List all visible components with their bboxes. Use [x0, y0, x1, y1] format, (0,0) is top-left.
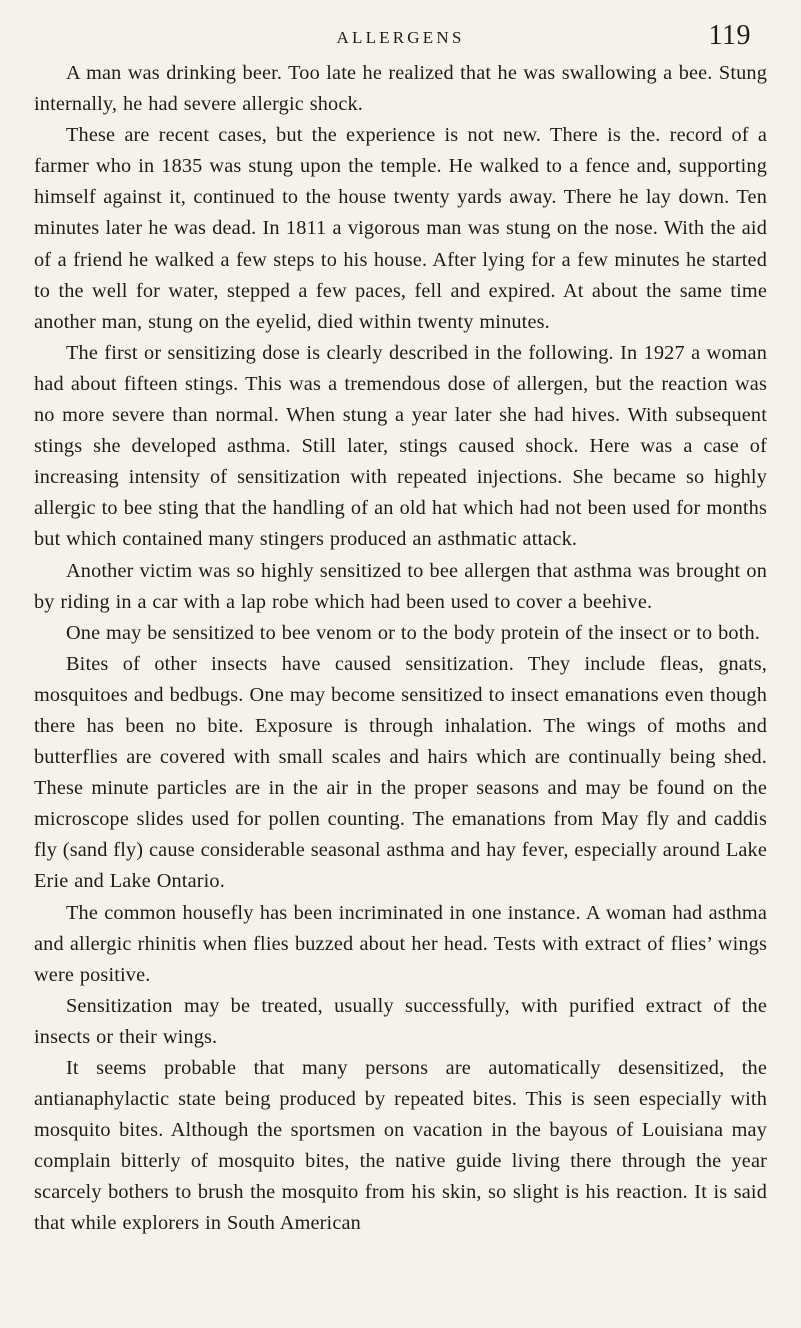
paragraph: Bites of other insects have caused sensitization. They include fleas, gnats, mosquitoes and bedbugs. One may become sensitized to insect emanations even though there has been no bite. Exposure is through inhalation. The wings of moths and butterflies are covered with small scales and hairs which are continually being shed. These minute particles are in the air in the proper seasons and may be found on the microscope slides used for pollen counting. The emanations from May fly and caddis fly (sand fly) cause considerable seasonal asthma and hay fever, especially around Lake Erie and Lake Ontario.	[34, 652, 767, 893]
paragraph: It seems probable that many persons are automatically desensitized, the antianaphylactic state being produced by repeated bites. This is seen especially with mosquito bites. Although the sportsmen on vacation in the bayous of Louisiana may complain bitterly of mosquito bites, the native guide living there through the year scarcely bothers to brush the mosquito from his skin, so slight is his reaction. It is said that while explorers in South American	[34, 1057, 767, 1235]
page-number: 119	[708, 20, 751, 51]
paragraph: Another victim was so highly sensitized to bee allergen that asthma was brought on by riding in a car with a lap robe which had been used to cover a beehive.	[34, 559, 767, 613]
body-text	[34, 58, 767, 1240]
paragraph: A man was drinking beer. Too late he realized that he was swallowing a bee. Stung internally, he had severe allergic shock.	[34, 62, 767, 116]
running-head	[34, 20, 767, 56]
paragraph: These are recent cases, but the experience is not new. There is the. record of a farmer who in 1835 was stung upon the temple. He walked to a fence and, supporting himself against it, continued to the house twenty yards away. There he lay down. Ten minutes later he was dead. In 1811 a vigorous man was stung on the nose. With the aid of a friend he walked a few steps to his house. After lying for a few minutes he started to the well for water, stepped a few paces, fell and expired. At about the same time another man, stung on the eyelid, died within twenty minutes.	[34, 124, 767, 333]
paragraph: One may be sensitized to bee venom or to the body protein of the insect or to both.	[66, 621, 761, 644]
paragraph: Sensitization may be treated, usually successfully, with purified extract of the insects or their wings.	[34, 994, 767, 1048]
paragraph: The first or sensitizing dose is clearly described in the following. In 1927 a woman had about fifteen stings. This was a tremendous dose of allergen, but the reaction was no more severe than normal. When stung a year later she had hives. With subsequent stings she developed asthma. Still later, stings caused shock. Here was a case of increasing intensity of sensitization with repeated injections. She became so highly allergic to bee sting that the handling of an old hat which had not been used for months but which contained many stingers produced an asthmatic attack.	[34, 341, 767, 551]
section-title: ALLERGENS	[336, 28, 465, 47]
paragraph: The common housefly has been incriminated in one instance. A woman had asthma and allergic rhinitis when flies buzzed about her head. Tests with extract of flies’ wings were positive.	[34, 901, 767, 986]
